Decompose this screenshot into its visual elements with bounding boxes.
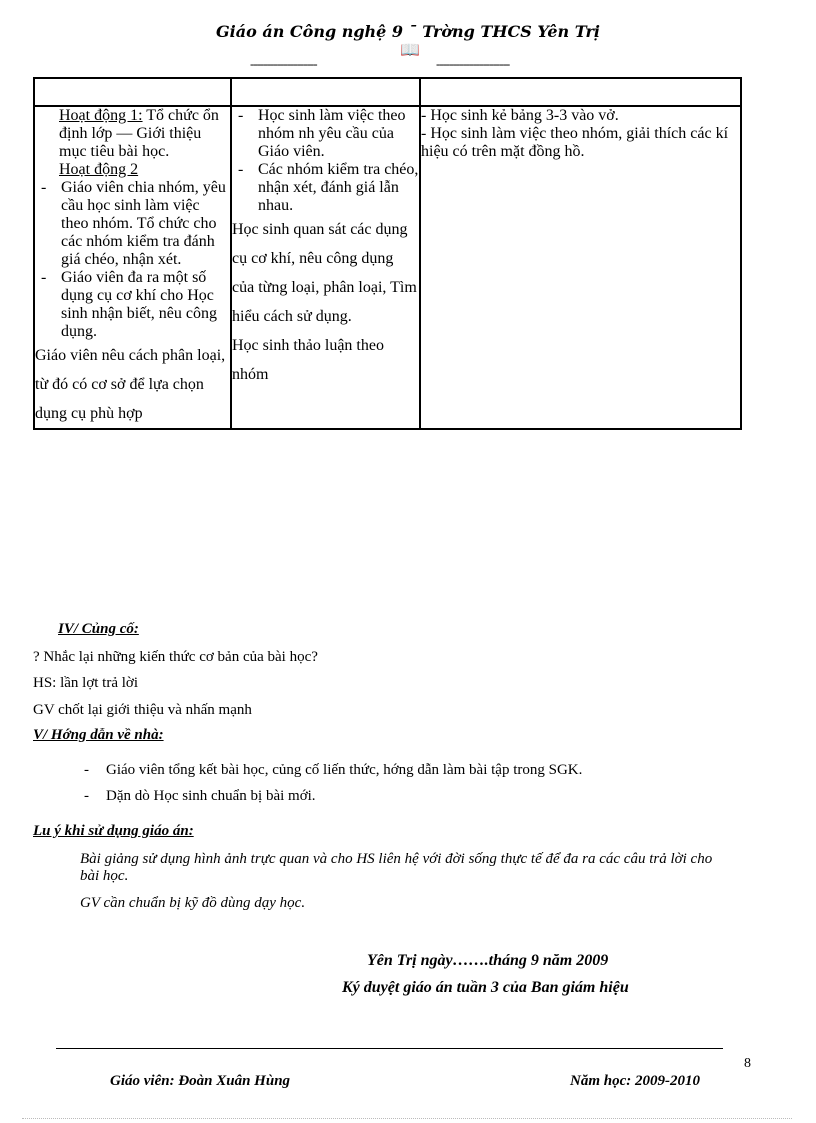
header-dash-left: --------------------: [250, 56, 317, 71]
consolidation-hs: HS: lần lợt trả lời: [33, 675, 139, 691]
table-header-row: [34, 78, 741, 106]
footer-rule: [56, 1048, 723, 1049]
signature-date: Yên Trị ngày…….tháng 9 năm 2009: [367, 952, 609, 969]
activity2-label: Hoạt động 2: [59, 161, 139, 178]
teacher-bullet-list: [37, 179, 230, 341]
list-item: - Giáo viên tổng kết bài học, củng cố liến thức, hớng dẫn làm bài tập trong SGK.: [84, 762, 583, 778]
page-header-title: Giáo án Công nghệ 9 ¯ Trờng THCS Yên Trị: [216, 22, 600, 41]
note-paragraph-2: GV cần chuẩn bị kỹ đồ dùng dạy học.: [80, 895, 306, 911]
student-activity-cell: [231, 106, 420, 429]
note-heading: Lu ý khi sử dụng giáo án:: [33, 823, 194, 839]
note-paragraph-1: Bài giảng sử dụng hình ảnh trực quan và cho HS liên hệ với đời sống thực tế để đa ra các câu trả lời cho bài học.: [80, 851, 713, 884]
content-line-1: - Học sinh kẻ bảng 3-3 vào vở.: [421, 107, 619, 124]
student-para-2: Học sinh thảo luận theo nhóm: [232, 337, 384, 383]
list-item: - Các nhóm kiểm tra chéo, nhận xét, đánh giá lẫn nhau.: [234, 161, 419, 215]
student-bullet-list: [234, 107, 419, 215]
consolidation-gv: GV chốt lại giới thiệu và nhấn mạnh: [33, 702, 252, 718]
activity1-text: Tổ chức ổn định lớp — Giới thiệu mục tiêu bài học.: [59, 107, 219, 160]
footer-year: Năm học: 2009-2010: [570, 1073, 700, 1089]
content-cell: [420, 106, 741, 429]
teacher-closing-text: Giáo viên nêu cách phân loại, từ đó có cơ sở để lựa chọn dụng cụ phù hợp: [35, 347, 226, 422]
list-item: - Dặn dò Học sinh chuẩn bị bài mới.: [84, 788, 316, 804]
header-dash-right: ----------------------: [436, 56, 510, 71]
consolidation-heading: IV/ Củng cố:: [58, 621, 139, 637]
activity1-label: Hoạt động 1:: [59, 107, 143, 124]
homework-heading: V/ Hớng dẫn về nhà:: [33, 727, 164, 743]
content-line-2: - Học sinh làm việc theo nhóm, giải thích các kí hiệu có trên mặt đồng hồ.: [421, 125, 729, 160]
table-content-row: [34, 106, 741, 429]
consolidation-question: ? Nhắc lại những kiến thức cơ bản của bài học?: [33, 649, 318, 665]
page-bottom-dotted-rule: [22, 1118, 792, 1119]
student-para-1: Học sinh quan sát các dụng cụ cơ khí, nêu công dụng của từng loại, phân loại, Tìm hiểu cách sử dụng.: [232, 221, 417, 325]
list-item: - Học sinh làm việc theo nhóm nh yêu cầu của Giáo viên.: [234, 107, 419, 161]
lesson-table: [33, 77, 742, 430]
footer-teacher: Giáo viên: Đoàn Xuân Hùng: [110, 1073, 291, 1089]
teacher-activity-cell: [34, 106, 231, 429]
page-number: 8: [744, 1056, 751, 1071]
list-item: - Giáo viên đa ra một số dụng cụ cơ khí cho Học sinh nhận biết, nêu công dụng.: [37, 269, 230, 341]
list-item: - Giáo viên chia nhóm, yêu cầu học sinh làm việc theo nhóm. Tổ chức cho các nhóm kiểm tra đánh giá chéo, nhận xét.: [37, 179, 230, 269]
signature-approval: Ký duyệt giáo án tuần 3 của Ban giám hiệu: [342, 979, 629, 996]
book-icon: 📖: [400, 42, 420, 59]
